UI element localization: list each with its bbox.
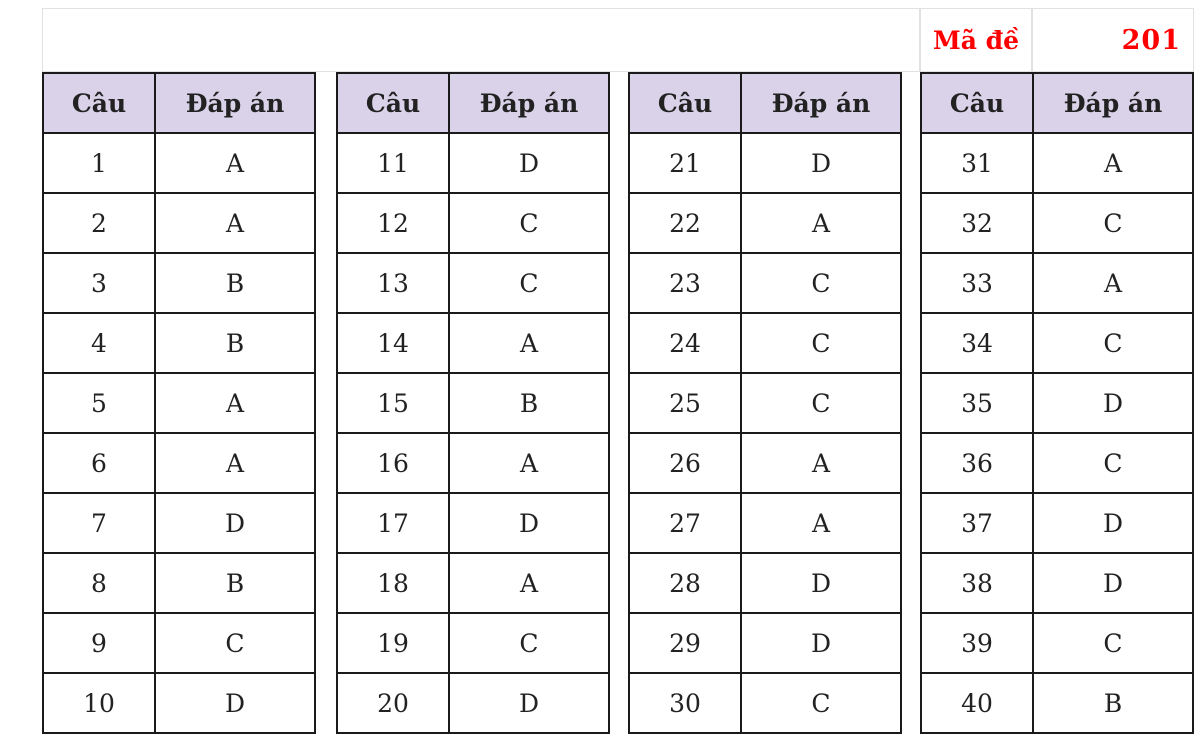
answer-cell: C bbox=[741, 253, 901, 313]
answer-cell: B bbox=[449, 373, 609, 433]
answer-cell: D bbox=[741, 613, 901, 673]
table-row bbox=[43, 133, 315, 193]
exam-code-row bbox=[42, 8, 1194, 72]
question-number-cell: 13 bbox=[337, 253, 449, 313]
answer-cell: C bbox=[449, 253, 609, 313]
question-number-cell: 34 bbox=[921, 313, 1033, 373]
table-row bbox=[43, 253, 315, 313]
answer-cell: D bbox=[1033, 493, 1193, 553]
question-number-cell: 3 bbox=[43, 253, 155, 313]
header-row bbox=[43, 73, 315, 133]
question-number-cell: 18 bbox=[337, 553, 449, 613]
answer-cell: C bbox=[449, 193, 609, 253]
answer-cell: A bbox=[741, 433, 901, 493]
answer-cell: A bbox=[449, 313, 609, 373]
table-row bbox=[337, 133, 609, 193]
answer-cell: A bbox=[155, 193, 315, 253]
table-row bbox=[921, 493, 1193, 553]
answer-cell: D bbox=[1033, 553, 1193, 613]
table-row bbox=[629, 313, 901, 373]
table-row bbox=[629, 373, 901, 433]
question-number-cell: 25 bbox=[629, 373, 741, 433]
question-number-cell: 10 bbox=[43, 673, 155, 733]
table-row bbox=[43, 493, 315, 553]
answer-cell: B bbox=[155, 253, 315, 313]
answer-cell: A bbox=[155, 373, 315, 433]
table-row bbox=[921, 613, 1193, 673]
question-number-cell: 14 bbox=[337, 313, 449, 373]
answer-cell: A bbox=[155, 433, 315, 493]
header-row bbox=[337, 73, 609, 133]
question-number-cell: 19 bbox=[337, 613, 449, 673]
answer-cell: C bbox=[155, 613, 315, 673]
question-number-cell: 38 bbox=[921, 553, 1033, 613]
answer-cell: D bbox=[155, 493, 315, 553]
answer-cell: D bbox=[449, 493, 609, 553]
header-row bbox=[629, 73, 901, 133]
answer-cell: C bbox=[741, 373, 901, 433]
answer-cell: C bbox=[1033, 313, 1193, 373]
question-number-cell: 24 bbox=[629, 313, 741, 373]
question-number-cell: 16 bbox=[337, 433, 449, 493]
question-number-cell: 22 bbox=[629, 193, 741, 253]
question-number-cell: 31 bbox=[921, 133, 1033, 193]
question-number-cell: 40 bbox=[921, 673, 1033, 733]
table-row bbox=[43, 673, 315, 733]
answer-block-4 bbox=[920, 72, 1194, 734]
table-row bbox=[921, 253, 1193, 313]
answer-cell: D bbox=[741, 553, 901, 613]
question-column-header: Câu bbox=[921, 73, 1033, 133]
table-row bbox=[337, 253, 609, 313]
question-number-cell: 20 bbox=[337, 673, 449, 733]
question-number-cell: 35 bbox=[921, 373, 1033, 433]
answer-cell: C bbox=[1033, 193, 1193, 253]
question-number-cell: 33 bbox=[921, 253, 1033, 313]
table-row bbox=[921, 673, 1193, 733]
question-number-cell: 27 bbox=[629, 493, 741, 553]
table-row bbox=[629, 673, 901, 733]
question-number-cell: 11 bbox=[337, 133, 449, 193]
question-number-cell: 9 bbox=[43, 613, 155, 673]
answer-cell: D bbox=[1033, 373, 1193, 433]
question-number-cell: 28 bbox=[629, 553, 741, 613]
question-number-cell: 36 bbox=[921, 433, 1033, 493]
answer-column-header: Đáp án bbox=[155, 73, 315, 133]
answer-cell: A bbox=[1033, 253, 1193, 313]
table-row bbox=[629, 493, 901, 553]
table-row bbox=[337, 493, 609, 553]
question-number-cell: 21 bbox=[629, 133, 741, 193]
answer-cell: A bbox=[1033, 133, 1193, 193]
exam-code-label: Mã đề bbox=[920, 8, 1032, 72]
table-row bbox=[921, 433, 1193, 493]
table-row bbox=[629, 193, 901, 253]
question-column-header: Câu bbox=[337, 73, 449, 133]
table-row bbox=[629, 433, 901, 493]
table-row bbox=[337, 373, 609, 433]
table-row bbox=[337, 313, 609, 373]
answer-column-header: Đáp án bbox=[449, 73, 609, 133]
question-number-cell: 30 bbox=[629, 673, 741, 733]
question-number-cell: 32 bbox=[921, 193, 1033, 253]
table-row bbox=[43, 433, 315, 493]
table-row bbox=[921, 373, 1193, 433]
answer-cell: C bbox=[1033, 433, 1193, 493]
table-row bbox=[921, 313, 1193, 373]
answer-cell: A bbox=[155, 133, 315, 193]
table-row bbox=[337, 193, 609, 253]
table-row bbox=[43, 373, 315, 433]
answer-column-header: Đáp án bbox=[1033, 73, 1193, 133]
question-number-cell: 17 bbox=[337, 493, 449, 553]
question-number-cell: 39 bbox=[921, 613, 1033, 673]
answer-cell: C bbox=[1033, 613, 1193, 673]
answer-cell: C bbox=[741, 673, 901, 733]
table-row bbox=[629, 553, 901, 613]
question-number-cell: 1 bbox=[43, 133, 155, 193]
question-number-cell: 5 bbox=[43, 373, 155, 433]
question-number-cell: 2 bbox=[43, 193, 155, 253]
answer-cell: C bbox=[449, 613, 609, 673]
answer-cell: A bbox=[741, 193, 901, 253]
table-row bbox=[921, 553, 1193, 613]
answer-column-header: Đáp án bbox=[741, 73, 901, 133]
table-row bbox=[43, 313, 315, 373]
question-column-header: Câu bbox=[43, 73, 155, 133]
question-number-cell: 23 bbox=[629, 253, 741, 313]
question-number-cell: 12 bbox=[337, 193, 449, 253]
table-row bbox=[43, 553, 315, 613]
question-number-cell: 6 bbox=[43, 433, 155, 493]
answer-cell: B bbox=[1033, 673, 1193, 733]
answer-cell: A bbox=[741, 493, 901, 553]
answer-cell: A bbox=[449, 553, 609, 613]
answer-cell: D bbox=[449, 133, 609, 193]
table-row bbox=[337, 673, 609, 733]
table-row bbox=[337, 553, 609, 613]
question-number-cell: 29 bbox=[629, 613, 741, 673]
answer-cell: D bbox=[155, 673, 315, 733]
answer-cell: B bbox=[155, 553, 315, 613]
question-number-cell: 4 bbox=[43, 313, 155, 373]
table-row bbox=[629, 613, 901, 673]
table-row bbox=[629, 133, 901, 193]
answer-cell: D bbox=[449, 673, 609, 733]
question-column-header: Câu bbox=[629, 73, 741, 133]
exam-code-value: 201 bbox=[1032, 8, 1194, 72]
header-row bbox=[921, 73, 1193, 133]
table-row bbox=[43, 193, 315, 253]
answer-cell: C bbox=[741, 313, 901, 373]
answer-block-1 bbox=[42, 72, 316, 734]
answer-block-2 bbox=[336, 72, 610, 734]
answer-cell: A bbox=[449, 433, 609, 493]
question-number-cell: 26 bbox=[629, 433, 741, 493]
table-row bbox=[43, 613, 315, 673]
answer-block-3 bbox=[628, 72, 902, 734]
question-number-cell: 37 bbox=[921, 493, 1033, 553]
question-number-cell: 15 bbox=[337, 373, 449, 433]
table-row bbox=[337, 433, 609, 493]
table-row bbox=[337, 613, 609, 673]
table-row bbox=[921, 193, 1193, 253]
answer-cell: D bbox=[741, 133, 901, 193]
header-blank-cell bbox=[42, 8, 920, 72]
question-number-cell: 8 bbox=[43, 553, 155, 613]
table-row bbox=[921, 133, 1193, 193]
table-row bbox=[629, 253, 901, 313]
answer-cell: B bbox=[155, 313, 315, 373]
question-number-cell: 7 bbox=[43, 493, 155, 553]
